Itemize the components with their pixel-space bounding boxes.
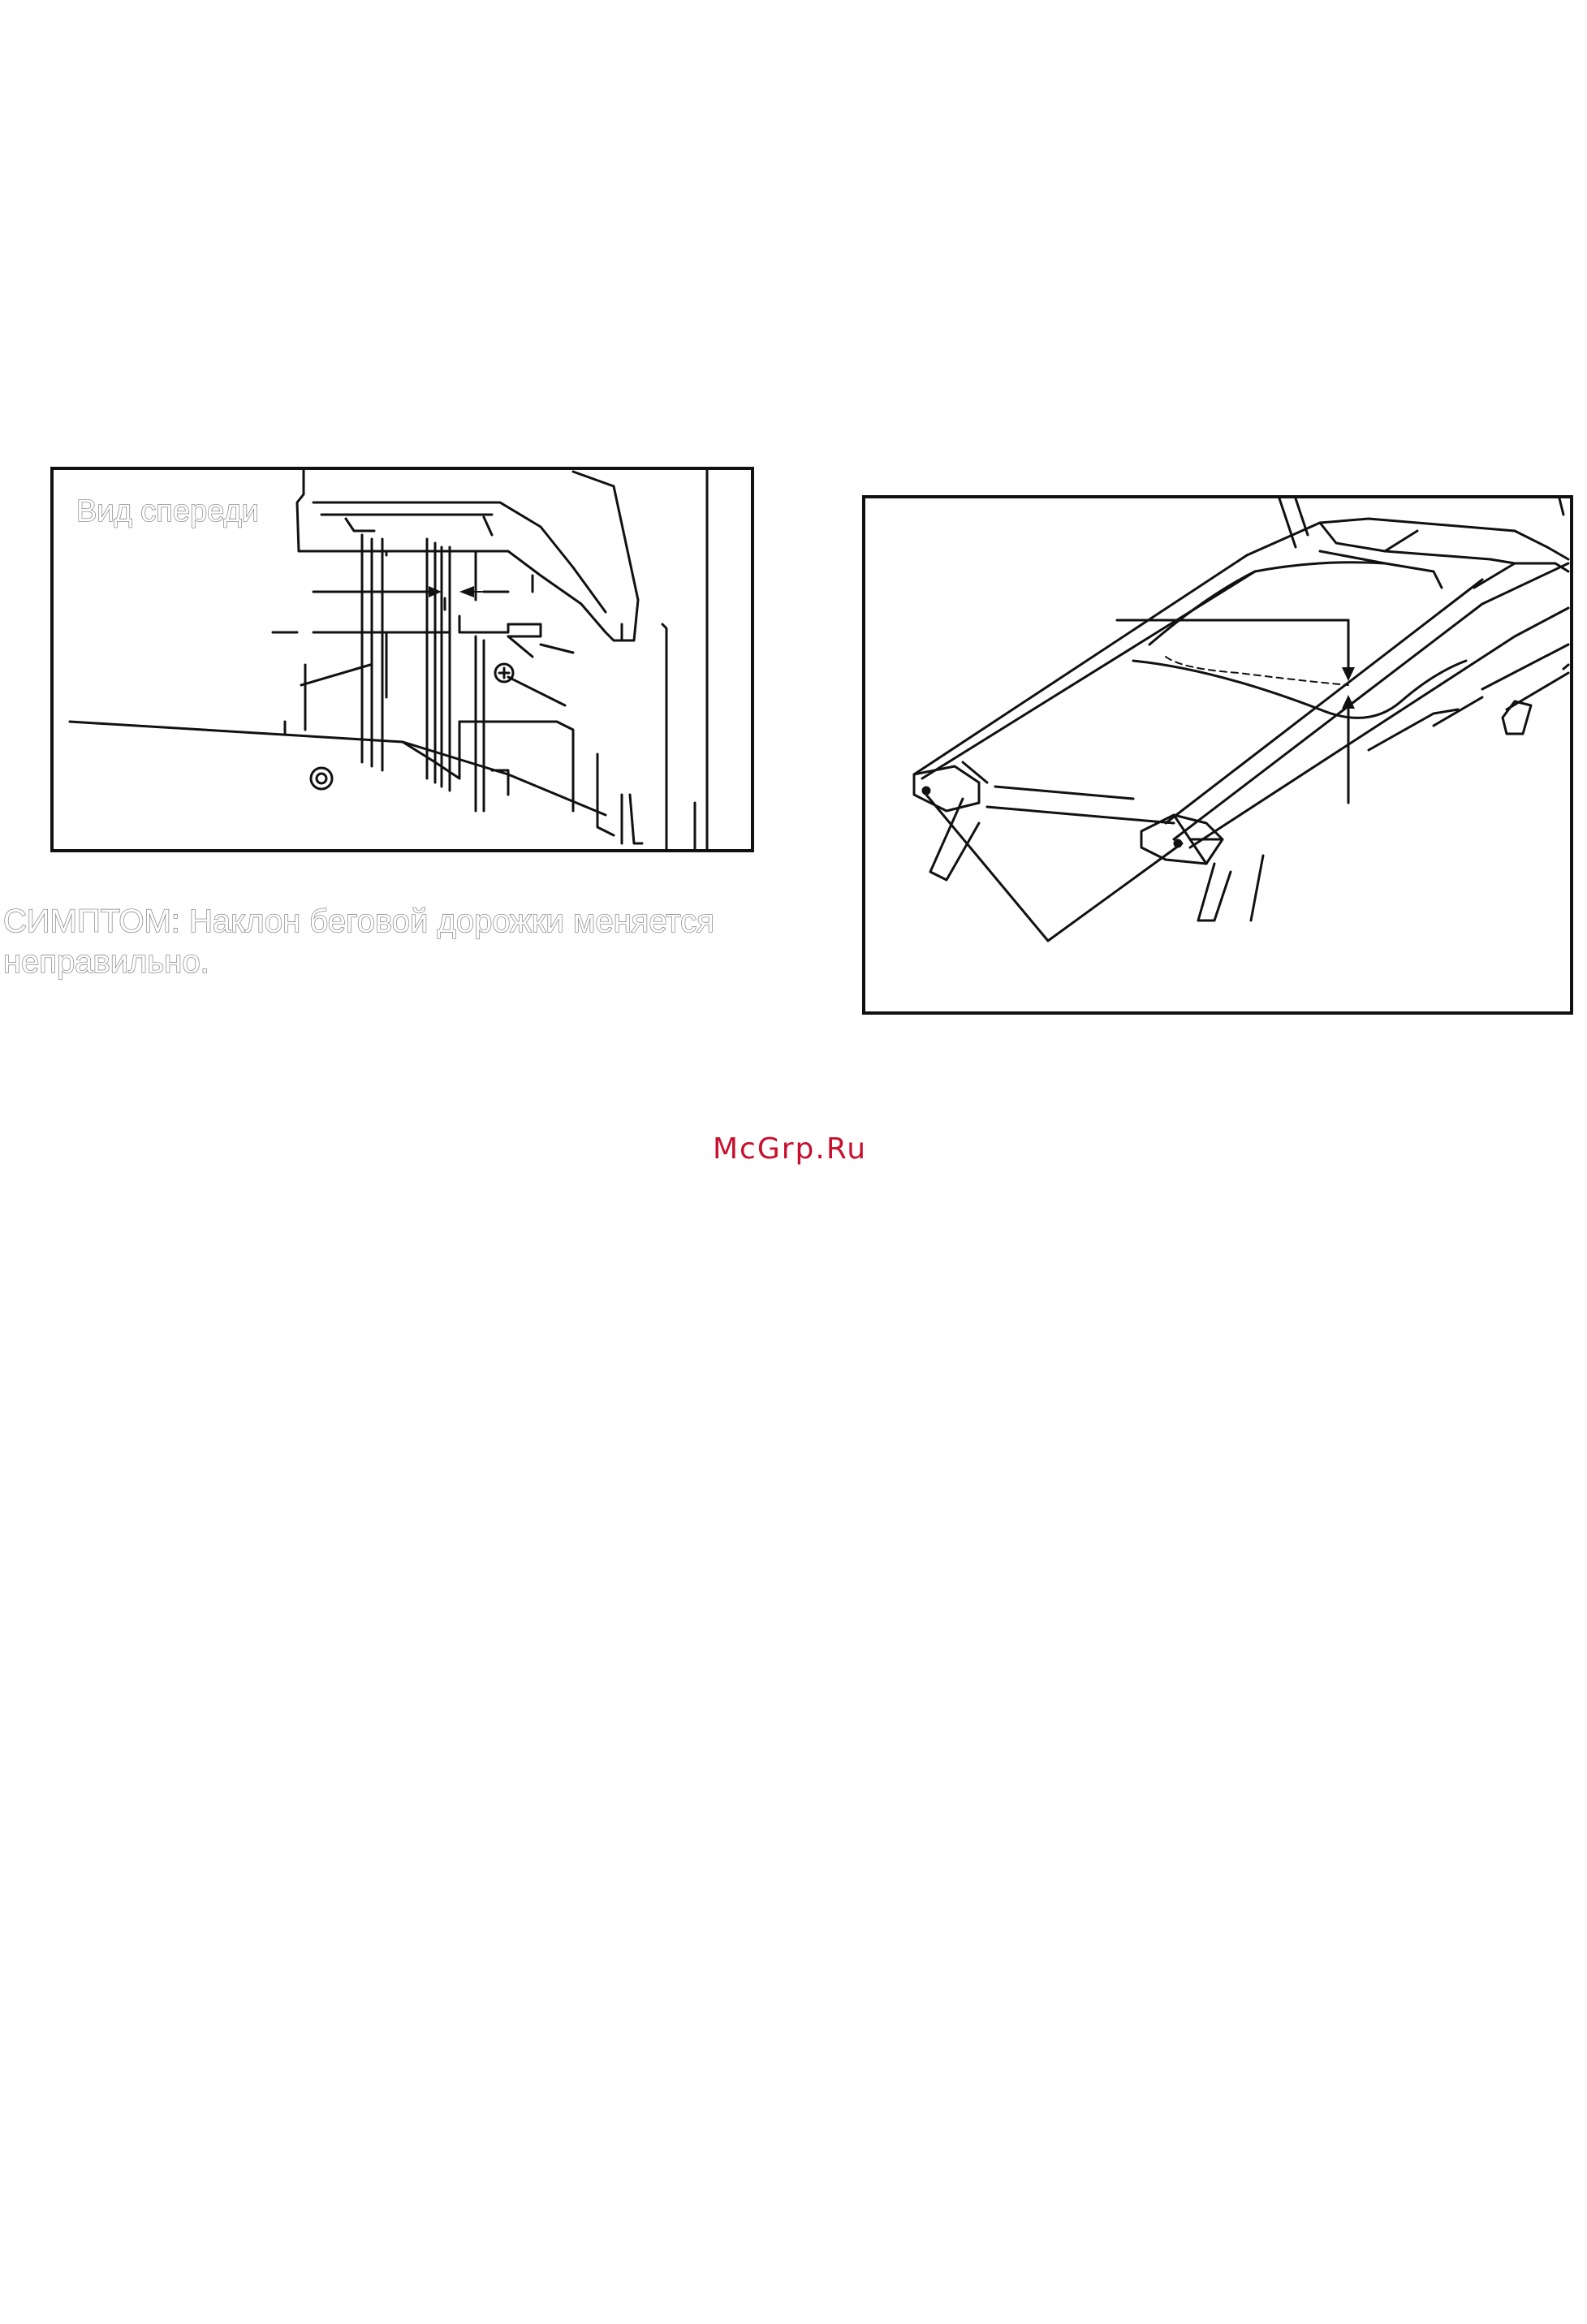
symptom-line-1: СИМПТОМ: Наклон беговой дорожки меняется <box>3 903 714 939</box>
treadmill-figure <box>862 495 1573 1015</box>
symptom-text <box>3 901 734 982</box>
symptom-line-2: неправильно. <box>3 944 209 980</box>
treadmill-illustration <box>865 498 1573 1015</box>
front-view-figure <box>50 467 754 852</box>
front-view-caption: Вид спереди <box>76 494 259 528</box>
watermark: McGrp.Ru <box>713 1132 868 1166</box>
